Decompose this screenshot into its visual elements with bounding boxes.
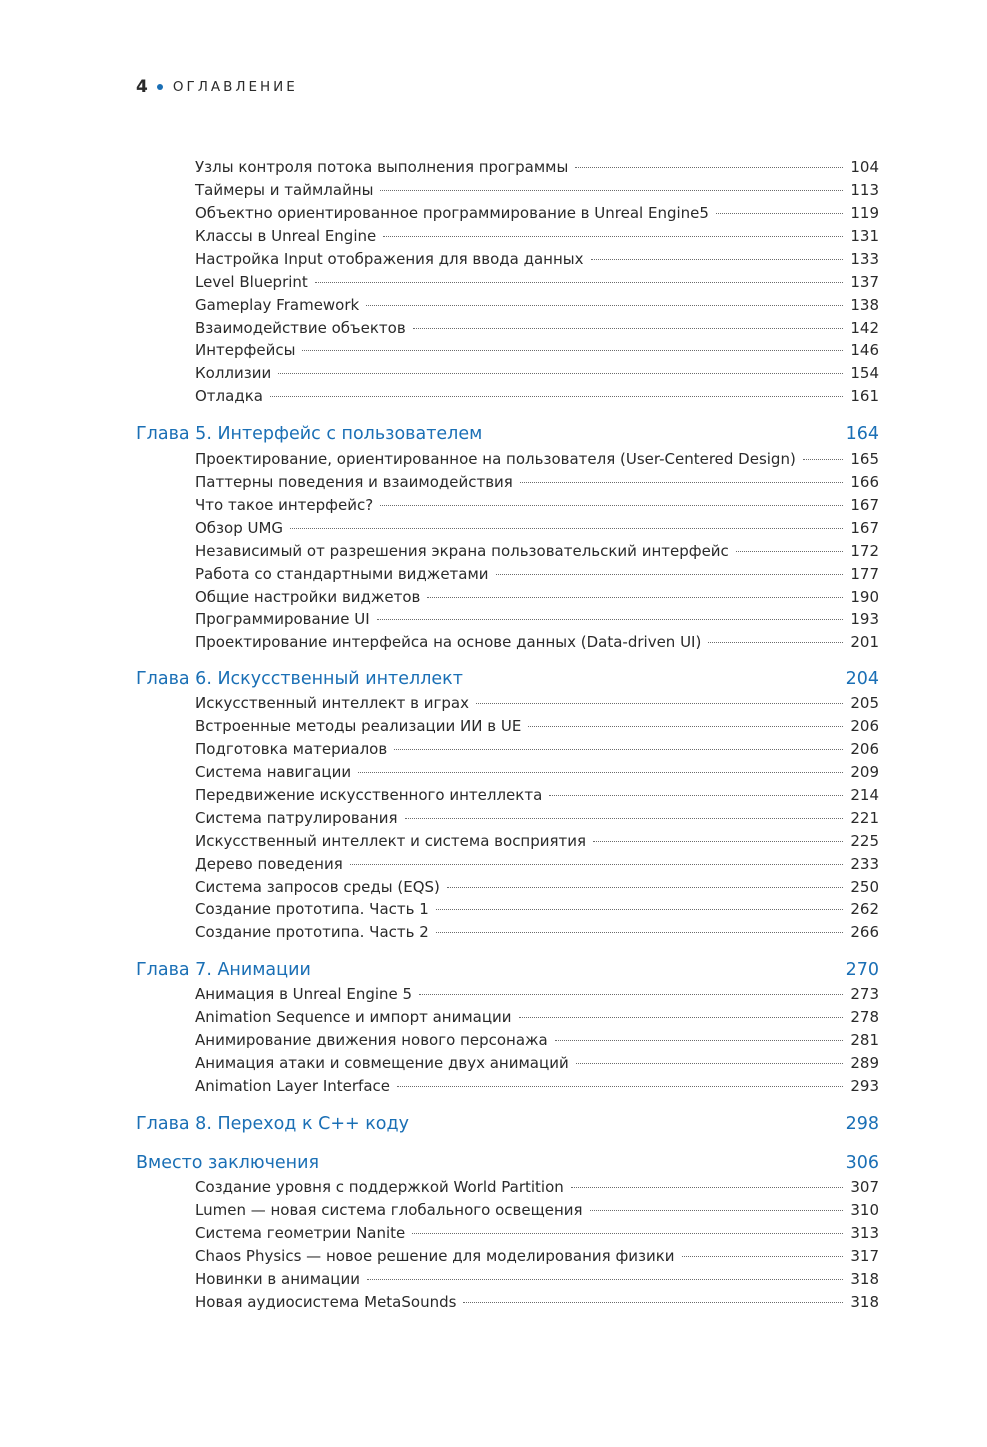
dot-leader xyxy=(405,818,844,819)
toc-entry-page: 225 xyxy=(850,832,879,850)
toc-entry-title: Дерево поведения xyxy=(195,855,343,873)
toc-entry-page: 172 xyxy=(850,542,879,560)
toc-entry-page: 317 xyxy=(850,1247,879,1265)
toc-entry-page: 310 xyxy=(850,1201,879,1219)
toc-entry-title: Анимация в Unreal Engine 5 xyxy=(195,985,413,1003)
toc-entry-title: Интерфейсы xyxy=(195,341,296,359)
toc-entry[interactable] xyxy=(195,898,879,920)
dot-leader xyxy=(397,1086,843,1087)
toc-entry[interactable] xyxy=(195,876,879,898)
page-title: ОГЛАВЛЕНИЕ xyxy=(172,79,298,95)
toc-entry-page: 165 xyxy=(850,450,879,468)
toc-entry[interactable] xyxy=(195,983,879,1005)
toc-entry[interactable] xyxy=(195,807,879,829)
dot-leader xyxy=(436,909,844,910)
toc-entry-page: 193 xyxy=(850,610,879,628)
toc-entry-page: 262 xyxy=(850,900,879,918)
toc-chapter-title: Глава 8. Переход к С++ коду xyxy=(136,1114,409,1134)
toc-entry-page: 233 xyxy=(850,855,879,873)
dot-leader xyxy=(590,1210,844,1211)
dot-leader xyxy=(315,282,844,283)
toc-entry-page: 119 xyxy=(850,204,879,222)
toc-entry-title: Искусственный интеллект в играх xyxy=(195,694,469,712)
dot-leader xyxy=(302,350,843,351)
dot-leader xyxy=(682,1256,844,1257)
toc-entry-title: Создание уровня с поддержкой World Partition xyxy=(195,1178,564,1196)
toc-entry[interactable] xyxy=(195,362,879,384)
toc-chapter-heading[interactable] xyxy=(136,421,879,447)
toc-entry-page: 289 xyxy=(850,1054,879,1072)
toc-entry-title: Передвижение искусственного интеллекта xyxy=(195,786,543,804)
toc-entry[interactable] xyxy=(195,830,879,852)
toc-entry-page: 154 xyxy=(850,364,879,382)
toc-entry-page: 281 xyxy=(850,1031,879,1049)
dot-leader xyxy=(496,574,844,575)
toc-entry-page: 221 xyxy=(850,809,879,827)
toc-entry-page: 133 xyxy=(850,250,879,268)
toc-entry[interactable] xyxy=(195,1245,879,1267)
dot-leader xyxy=(708,642,843,643)
toc-entry[interactable] xyxy=(195,248,879,270)
dot-leader xyxy=(436,932,844,933)
toc-entry[interactable] xyxy=(195,156,879,178)
toc-entry-title: Что такое интерфейс? xyxy=(195,496,374,514)
toc-entry-title: Создание прототипа. Часть 1 xyxy=(195,900,429,918)
toc-entry[interactable] xyxy=(195,1199,879,1221)
dot-leader xyxy=(350,864,844,865)
toc-entry-page: 190 xyxy=(850,588,879,606)
dot-leader xyxy=(571,1187,844,1188)
toc-entry-page: 113 xyxy=(850,181,879,199)
toc-entry[interactable] xyxy=(195,517,879,539)
toc-entry-title: Система геометрии Nanite xyxy=(195,1224,406,1242)
toc-entry[interactable] xyxy=(195,1268,879,1290)
toc-entry[interactable] xyxy=(195,761,879,783)
toc-entry-page: 205 xyxy=(850,694,879,712)
toc-entry-title: Level Blueprint xyxy=(195,273,308,291)
toc-entry[interactable] xyxy=(195,1075,879,1097)
toc-entry-title: Настройка Input отображения для ввода данных xyxy=(195,250,584,268)
toc-entry[interactable] xyxy=(195,225,879,247)
toc-entry-page: 209 xyxy=(850,763,879,781)
toc-entry[interactable] xyxy=(195,1006,879,1028)
dot-leader xyxy=(528,726,843,727)
toc-entry-page: 146 xyxy=(850,341,879,359)
toc-chapter-title: Глава 6. Искусственный интеллект xyxy=(136,669,463,689)
toc-entry[interactable] xyxy=(195,692,879,714)
toc-entry-page: 206 xyxy=(850,740,879,758)
dot-leader xyxy=(476,703,843,704)
toc-entry[interactable] xyxy=(195,586,879,608)
toc-entry-title: Узлы контроля потока выполнения программы xyxy=(195,158,569,176)
toc-entry-title: Искусственный интеллект и система восприятия xyxy=(195,832,587,850)
toc-entry-title: Работа со стандартными виджетами xyxy=(195,565,489,583)
dot-leader xyxy=(575,167,843,168)
toc-entry[interactable] xyxy=(195,853,879,875)
toc-entry-title: Анимирование движения нового персонажа xyxy=(195,1031,548,1049)
dot-leader xyxy=(394,749,843,750)
dot-leader xyxy=(736,551,844,552)
bullet-dot-icon xyxy=(157,84,163,90)
toc-entry-page: 313 xyxy=(850,1224,879,1242)
toc-entry-title: Animation Sequence и импорт анимации xyxy=(195,1008,512,1026)
toc-entry-page: 167 xyxy=(850,496,879,514)
dot-leader xyxy=(290,528,843,529)
running-header xyxy=(136,76,298,98)
toc-entry-page: 273 xyxy=(850,985,879,1003)
toc-entry-title: Отладка xyxy=(195,387,263,405)
toc-entry[interactable] xyxy=(195,1222,879,1244)
toc-entry-title: Подготовка материалов xyxy=(195,740,388,758)
toc-chapter-title: Глава 7. Анимации xyxy=(136,960,311,980)
toc-entry-page: 104 xyxy=(850,158,879,176)
dot-leader xyxy=(520,482,844,483)
toc-entry-title: Общие настройки виджетов xyxy=(195,588,421,606)
toc-entry-page: 318 xyxy=(850,1270,879,1288)
dot-leader xyxy=(549,795,843,796)
toc-entry-title: Lumen — новая система глобального освещения xyxy=(195,1201,583,1219)
page-number: 4 xyxy=(136,77,148,97)
dot-leader xyxy=(380,505,843,506)
toc-entry[interactable] xyxy=(195,471,879,493)
dot-leader xyxy=(591,259,844,260)
toc-entry-page: 278 xyxy=(850,1008,879,1026)
toc-entry-title: Таймеры и таймлайны xyxy=(195,181,374,199)
toc-chapter-heading[interactable] xyxy=(136,1111,879,1137)
toc-entry-page: 214 xyxy=(850,786,879,804)
dot-leader xyxy=(419,994,843,995)
dot-leader xyxy=(366,305,843,306)
toc-entry-title: Новинки в анимации xyxy=(195,1270,360,1288)
toc-entry-page: 307 xyxy=(850,1178,879,1196)
toc-chapter-page: 270 xyxy=(845,960,879,980)
toc-entry-title: Обзор UMG xyxy=(195,519,284,537)
toc-entry-title: Animation Layer Interface xyxy=(195,1077,390,1095)
dot-leader xyxy=(593,841,843,842)
toc-entry-page: 161 xyxy=(850,387,879,405)
toc-entry[interactable] xyxy=(195,540,879,562)
dot-leader xyxy=(463,1302,843,1303)
toc-entry[interactable] xyxy=(195,608,879,630)
dot-leader xyxy=(519,1017,844,1018)
toc-chapter-heading[interactable] xyxy=(136,1150,879,1176)
toc-entry[interactable] xyxy=(195,179,879,201)
toc-entry-page: 266 xyxy=(850,923,879,941)
toc-entry-title: Система запросов среды (EQS) xyxy=(195,878,440,896)
toc-entry[interactable] xyxy=(195,563,879,585)
toc-entry[interactable] xyxy=(195,494,879,516)
toc-entry-page: 142 xyxy=(850,319,879,337)
toc-entry[interactable] xyxy=(195,631,879,653)
toc-entry-title: Программирование UI xyxy=(195,610,370,628)
toc-entry-page: 138 xyxy=(850,296,879,314)
dot-leader xyxy=(555,1040,844,1041)
toc-entry-title: Объектно ориентированное программирование в Unreal Engine5 xyxy=(195,204,709,222)
toc-entry[interactable] xyxy=(195,784,879,806)
dot-leader xyxy=(278,373,843,374)
toc-entry-title: Коллизии xyxy=(195,364,272,382)
toc-entry-title: Chaos Physics — новое решение для моделирования физики xyxy=(195,1247,675,1265)
toc-entry-title: Новая аудиосистема MetaSounds xyxy=(195,1293,457,1311)
dot-leader xyxy=(383,236,843,237)
toc-entry-title: Система патрулирования xyxy=(195,809,398,827)
toc-entry-page: 318 xyxy=(850,1293,879,1311)
toc-entry-title: Взаимодействие объектов xyxy=(195,319,406,337)
toc-entry[interactable] xyxy=(195,448,879,470)
toc-entry-page: 166 xyxy=(850,473,879,491)
dot-leader xyxy=(576,1063,844,1064)
toc-entry-title: Система навигации xyxy=(195,763,352,781)
toc-entry[interactable] xyxy=(195,715,879,737)
toc-entry-title: Gameplay Framework xyxy=(195,296,360,314)
toc-entry-page: 137 xyxy=(850,273,879,291)
toc-entry-title: Создание прототипа. Часть 2 xyxy=(195,923,429,941)
toc-chapter-page: 306 xyxy=(845,1153,879,1173)
dot-leader xyxy=(412,1233,843,1234)
toc-chapter-heading[interactable] xyxy=(136,957,879,983)
toc-entry[interactable] xyxy=(195,1029,879,1051)
toc-entry-page: 206 xyxy=(850,717,879,735)
dot-leader xyxy=(377,619,844,620)
toc-entry-page: 177 xyxy=(850,565,879,583)
toc-entry[interactable] xyxy=(195,271,879,293)
dot-leader xyxy=(380,190,843,191)
toc-entry[interactable] xyxy=(195,1291,879,1313)
toc-entry[interactable] xyxy=(195,385,879,407)
toc-entry[interactable] xyxy=(195,317,879,339)
toc-entry-title: Встроенные методы реализации ИИ в UE xyxy=(195,717,522,735)
toc-entry[interactable] xyxy=(195,294,879,316)
dot-leader xyxy=(716,213,843,214)
toc-entry-page: 250 xyxy=(850,878,879,896)
toc-chapter-title: Глава 5. Интерфейс с пользователем xyxy=(136,424,483,444)
toc-chapter-title: Вместо заключения xyxy=(136,1153,320,1173)
toc-entry[interactable] xyxy=(195,1052,879,1074)
toc-entry-title: Классы в Unreal Engine xyxy=(195,227,377,245)
toc-entry[interactable] xyxy=(195,921,879,943)
toc-entry[interactable] xyxy=(195,339,879,361)
toc-entry-title: Независимый от разрешения экрана пользовательский интерфейс xyxy=(195,542,729,560)
toc-chapter-page: 298 xyxy=(845,1114,879,1134)
dot-leader xyxy=(270,396,843,397)
dot-leader xyxy=(427,597,843,598)
dot-leader xyxy=(803,459,844,460)
toc-entry-page: 201 xyxy=(850,633,879,651)
toc-chapter-heading[interactable] xyxy=(136,666,879,692)
dot-leader xyxy=(447,887,843,888)
toc-entry-title: Проектирование интерфейса на основе данных (Data-driven UI) xyxy=(195,633,702,651)
toc-entry-title: Паттерны поведения и взаимодействия xyxy=(195,473,513,491)
toc-chapter-page: 164 xyxy=(845,424,879,444)
toc-entry-page: 167 xyxy=(850,519,879,537)
dot-leader xyxy=(358,772,843,773)
toc-entry-title: Анимация атаки и совмещение двух анимаций xyxy=(195,1054,569,1072)
dot-leader xyxy=(367,1279,843,1280)
toc-entry[interactable] xyxy=(195,738,879,760)
dot-leader xyxy=(413,328,844,329)
toc-entry-page: 293 xyxy=(850,1077,879,1095)
toc-entry-title: Проектирование, ориентированное на пользователя (User-Centered Design) xyxy=(195,450,796,468)
toc-entry-page: 131 xyxy=(850,227,879,245)
toc-entry[interactable] xyxy=(195,1176,879,1198)
toc-entry[interactable] xyxy=(195,202,879,224)
toc-chapter-page: 204 xyxy=(845,669,879,689)
